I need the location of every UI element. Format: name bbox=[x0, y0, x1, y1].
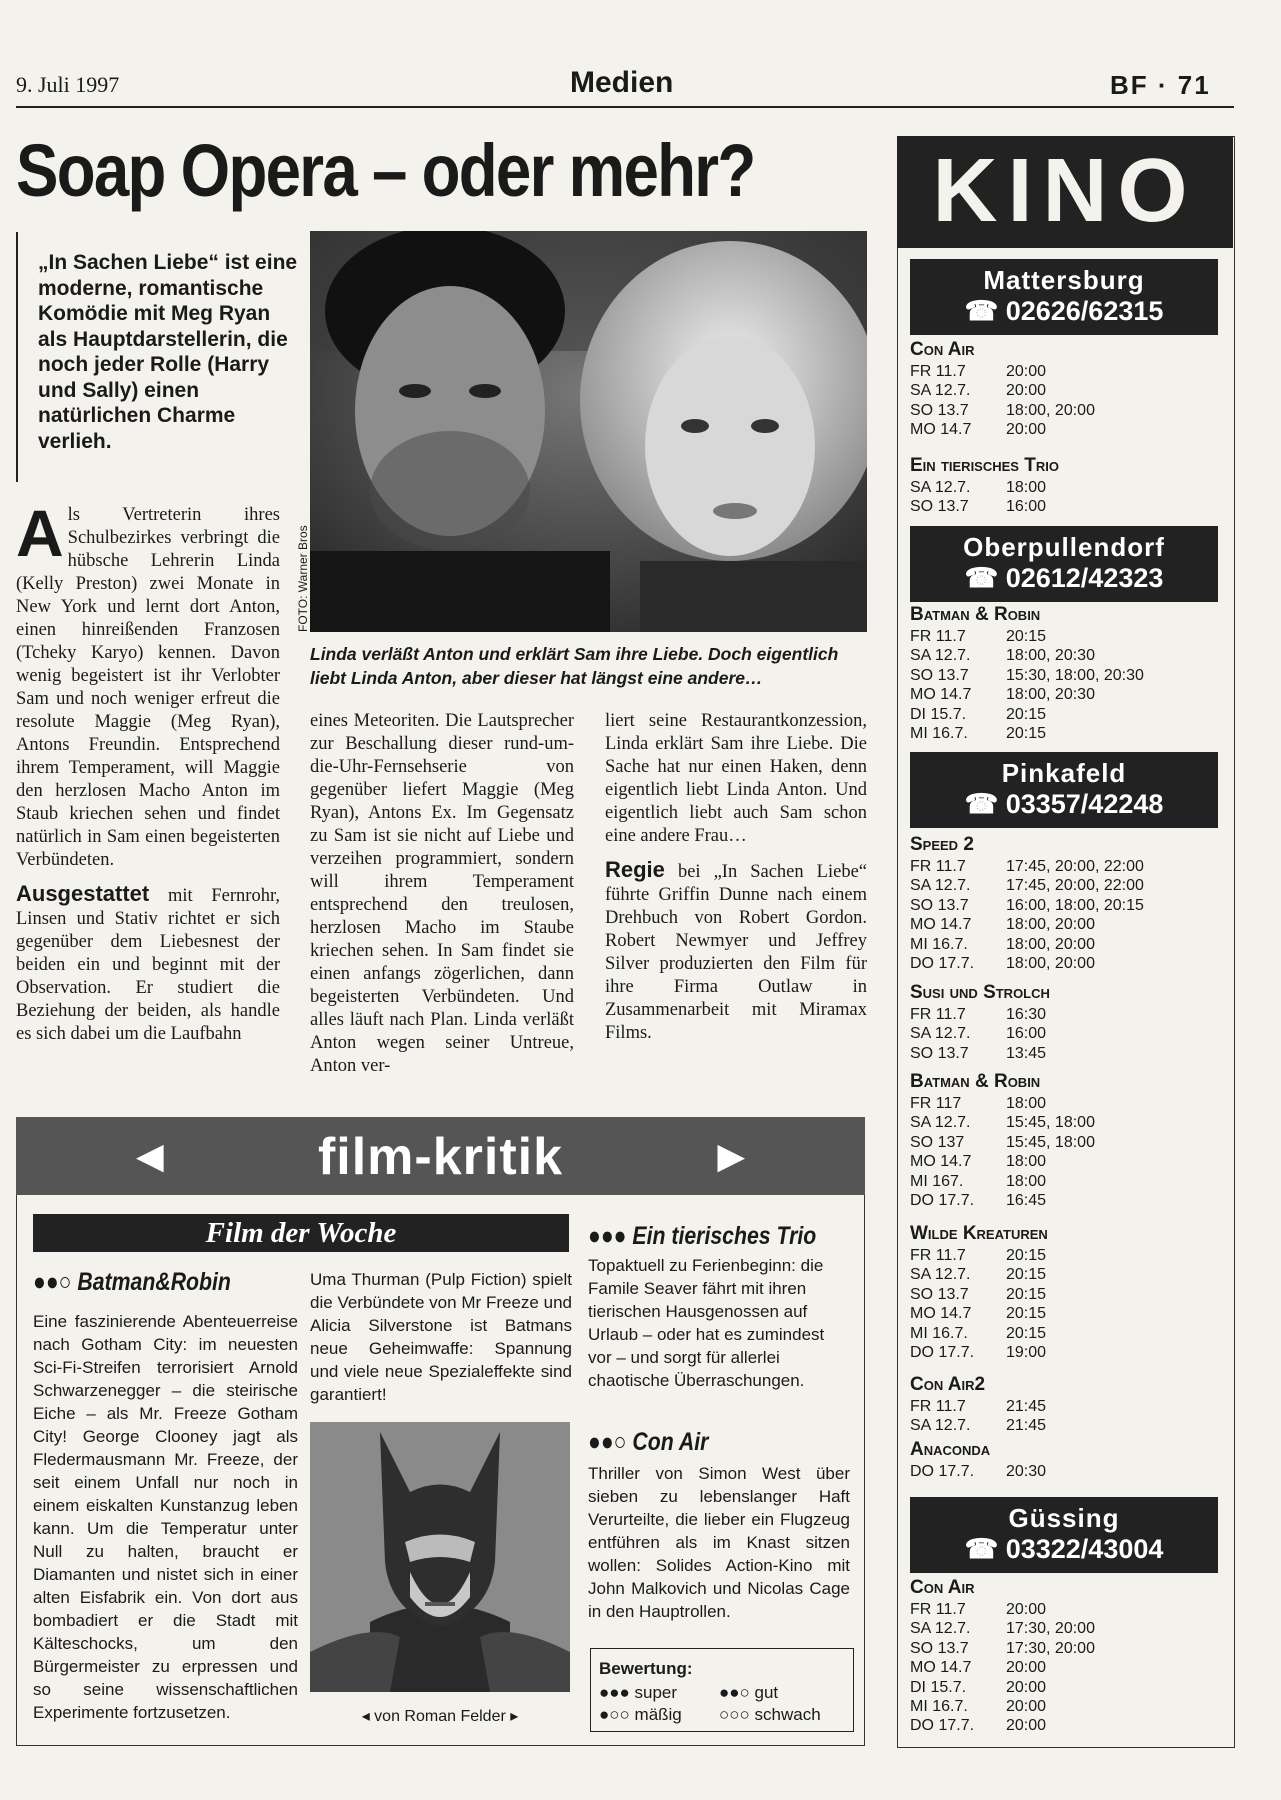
showtime-times: 20:15 bbox=[1006, 725, 1047, 742]
article-paragraph: ls Vertreterin ihres Schulbezirkes verbringt die hübsche Lehrerin Linda (Kelly Preston) zwei Monate in New York und lernt dort Anton, einen hinreißenden Franzosen (Tcheky Karyo) kennen. Davon wenig begeistert ist ihr Verlobter Sam und noch weniger erfreut die resolute Maggie (Meg Ryan), Antons Freundin. Entsprechend ihrem Temperament, will Maggie den herzlosen Macho Anton im Staub kriechen sehen und findet natürlich in Sam einen begeisterten Verbündeten. bbox=[16, 505, 280, 870]
showtime-day: SA 12.7. bbox=[910, 1620, 971, 1638]
film-kritik-title: film-kritik bbox=[317, 1128, 564, 1186]
showtime-day: SO 13.7 bbox=[910, 1639, 969, 1657]
showtime-day: DO 17.7. bbox=[910, 1344, 975, 1361]
showtime-times: 20:00 bbox=[1006, 1698, 1047, 1715]
rating-legend-item: ●●○ gut bbox=[719, 1683, 779, 1702]
cinema-header bbox=[910, 1497, 1218, 1573]
showtime-times: 20:15 bbox=[1006, 1324, 1047, 1342]
cinema-phone: ☎ 02612/42323 bbox=[964, 563, 1164, 593]
movie-title: Con Air2 bbox=[910, 1374, 986, 1395]
showtime-times: 21:45 bbox=[1006, 1417, 1047, 1435]
rating-dots: ●●○ bbox=[33, 1268, 72, 1296]
rating-legend-item: ●●● super bbox=[599, 1683, 678, 1702]
showtime-day: MI 16.7. bbox=[910, 725, 968, 742]
showtime-times: 15:45, 18:00 bbox=[1006, 1133, 1095, 1151]
showtime-row bbox=[910, 498, 1046, 516]
review-author: ◂ von Roman Felder ▸ bbox=[361, 1708, 519, 1725]
showtime-times: 20:00 bbox=[1006, 1659, 1047, 1677]
film-der-woche-label: Film der Woche bbox=[205, 1217, 397, 1249]
showtime-day: DI 15.7. bbox=[910, 1678, 967, 1696]
showtime-day: FR 11.7 bbox=[910, 1247, 966, 1264]
showtime-times: 15:30, 18:00, 20:30 bbox=[1006, 666, 1144, 684]
showtime-row bbox=[910, 1006, 1046, 1024]
article-lead: „In Sachen Liebe“ ist eine moderne, romantische Komödie mit Meg Ryan als Hauptdarstellerin, die noch jeder Rolle (Harry und Sally) einen natürlichen Charme verlieh. bbox=[38, 251, 298, 453]
review-text: Uma Thurman (Pulp Fiction) spielt die Verbündete von Mr Freeze und Alicia Silverstone ist Batmans neue Geheimwaffe: Spannung und viele neue Spezialeffekte sind garantiert! bbox=[310, 1270, 572, 1404]
showtime-times: 18:00 bbox=[1006, 1095, 1047, 1112]
drop-cap: A bbox=[16, 496, 64, 570]
showtime-day: FR 11.7 bbox=[910, 1601, 966, 1618]
movie-title: Con Air bbox=[910, 339, 975, 360]
movie-title: Batman & Robin bbox=[910, 604, 1041, 625]
showtime-row bbox=[910, 1698, 1046, 1716]
article-paragraph: bei „In Sachen Liebe“ führte Griffin Dunne nach einem Drehbuch von Robert Gordon. Robert Newmyer und Jeffrey Silver produzierten den Film für ihre Firma Outlaw in Zusammenarbeit mit Miramax Films. bbox=[605, 862, 867, 1043]
showtime-row bbox=[910, 1640, 1095, 1658]
rating-legend-item: ●○○ mäßig bbox=[599, 1705, 682, 1724]
showtime-row bbox=[910, 1247, 1046, 1265]
movie-title: Susi und Strolch bbox=[910, 982, 1050, 1003]
showtime-day: SO 13.7 bbox=[910, 498, 969, 516]
showtime-times: 18:00, 20:00 bbox=[1006, 955, 1095, 972]
showtime-row bbox=[910, 1620, 1095, 1638]
showtime-day: DO 17.7. bbox=[910, 1463, 975, 1480]
cinema-phone: ☎ 03357/42248 bbox=[964, 789, 1164, 819]
showtime-row bbox=[910, 667, 1144, 685]
photo-credit: FOTO: Warner Bros bbox=[296, 525, 310, 632]
review-title-text: Con Air bbox=[632, 1428, 709, 1456]
showtime-times: 21:45 bbox=[1006, 1398, 1047, 1415]
showtime-row bbox=[910, 647, 1095, 665]
showtime-times: 18:00 bbox=[1006, 479, 1047, 496]
showtime-row bbox=[910, 402, 1095, 420]
showtime-day: SA 12.7. bbox=[910, 647, 971, 665]
showtime-times: 20:00 bbox=[1006, 363, 1047, 380]
showtime-times: 20:00 bbox=[1006, 1717, 1047, 1735]
movie-title: Anaconda bbox=[910, 1439, 991, 1460]
review-title bbox=[588, 1428, 708, 1457]
showtime-day: FR 11.7 bbox=[910, 363, 966, 380]
rating-dots: ●●● bbox=[588, 1222, 627, 1250]
kino-title: KINO bbox=[932, 141, 1198, 241]
showtime-row bbox=[910, 1266, 1046, 1284]
photo-caption: Linda verläßt Anton und erklärt Sam ihre Liebe. Doch eigentlich liebt Linda Anton, aber dieser hat längst eine andere… bbox=[310, 644, 839, 688]
rating-legend-item: ○○○ schwach bbox=[719, 1705, 821, 1724]
showtime-row bbox=[910, 1679, 1046, 1697]
review-text: Topaktuell zu Ferienbeginn: die Famile Seaver fährt mit ihren tierischen Hausgenossen auf Urlaub – oder hat es zumindest vor – und sorgt für allerlei chaotische Überraschungen. bbox=[588, 1256, 825, 1390]
showtime-row bbox=[910, 877, 1144, 895]
showtime-day: SO 13.7 bbox=[910, 896, 969, 914]
review-title-text: Batman&Robin bbox=[77, 1268, 231, 1296]
review-text: Thriller von Simon West über sieben zu lebenslanger Haft Verurteilte, die lieber ein Flugzeug entführen als im Knast sitzen wollen: Solides Action-Kino mit John Malkovich und Nicolas Cage in den Hauptrollen. bbox=[588, 1464, 850, 1621]
showtime-times: 17:30, 20:00 bbox=[1006, 1620, 1095, 1638]
showtime-times: 20:15 bbox=[1006, 1266, 1047, 1284]
rating-legend-title: Bewertung: bbox=[599, 1659, 693, 1678]
showtime-times: 18:00, 20:00 bbox=[1006, 935, 1095, 953]
showtime-times: 16:00 bbox=[1006, 498, 1047, 516]
section-title: Medien bbox=[570, 66, 674, 99]
showtime-day: SA 12.7. bbox=[910, 1266, 971, 1284]
showtime-day: MO 14.7 bbox=[910, 686, 972, 704]
showtime-row bbox=[910, 897, 1144, 915]
showtime-times: 17:30, 20:00 bbox=[1006, 1639, 1095, 1657]
showtime-row bbox=[910, 1192, 1046, 1210]
showtime-day: MI 16.7. bbox=[910, 1324, 968, 1342]
article-paragraph: liert seine Restaurantkonzession, Linda erklärt Sam ihre Liebe. Die Sache hat nur einen Haken, denn eigentlich liebt Linda Anton. Und eigentlich liebt auch Sam schon eine andere Frau… bbox=[605, 711, 867, 846]
cinema-town: Oberpullendorf bbox=[963, 532, 1165, 562]
cinema-phone: ☎ 03322/43004 bbox=[964, 1534, 1164, 1564]
showtime-day: MO 14.7 bbox=[910, 1659, 972, 1677]
showtime-day: DO 17.7. bbox=[910, 1717, 975, 1735]
showtime-times: 20:00 bbox=[1006, 1678, 1047, 1696]
showtime-day: MO 14.7 bbox=[910, 916, 972, 934]
showtime-day: MO 14.7 bbox=[910, 1153, 972, 1171]
showtime-times: 18:00 bbox=[1006, 1153, 1047, 1171]
showtime-times: 17:45, 20:00, 22:00 bbox=[1006, 877, 1144, 895]
subhead: Regie bbox=[605, 857, 665, 882]
showtime-row bbox=[910, 916, 1095, 934]
showtime-row bbox=[910, 706, 1046, 724]
showtime-times: 20:00 bbox=[1006, 1601, 1047, 1618]
showtime-row bbox=[910, 936, 1095, 954]
showtime-times: 20:15 bbox=[1006, 628, 1047, 645]
article-column-1 bbox=[16, 496, 280, 1046]
showtime-row bbox=[910, 955, 1095, 973]
showtime-day: MO 14.7 bbox=[910, 421, 972, 439]
showtime-times: 16:00, 18:00, 20:15 bbox=[1006, 896, 1144, 914]
arrow-left-icon: ◀ bbox=[136, 1136, 164, 1176]
movie-title: Ein tierisches Trio bbox=[910, 455, 1059, 476]
showtime-day: FR 11.7 bbox=[910, 1398, 966, 1415]
review-title bbox=[33, 1268, 231, 1297]
cinema-town: Güssing bbox=[1008, 1503, 1120, 1533]
page-number: BF · 71 bbox=[1110, 70, 1211, 100]
showtime-row bbox=[910, 1325, 1046, 1343]
article-photo bbox=[310, 231, 867, 632]
cinema-phone: ☎ 02626/62315 bbox=[964, 296, 1164, 326]
showtime-row bbox=[910, 1344, 1046, 1362]
showtime-day: MI 16.7. bbox=[910, 1698, 968, 1715]
showtime-times: 20:15 bbox=[1006, 1247, 1047, 1264]
subhead: Ausgestattet bbox=[16, 881, 150, 906]
showtime-row bbox=[910, 421, 1046, 439]
showtime-day: FR 11.7 bbox=[910, 1006, 966, 1023]
showtime-day: SA 12.7. bbox=[910, 479, 971, 496]
showtime-row bbox=[910, 1025, 1046, 1043]
showtime-day: SO 13.7 bbox=[910, 1285, 969, 1303]
showtime-times: 20:00 bbox=[1006, 382, 1047, 400]
showtime-row bbox=[910, 1114, 1095, 1132]
showtime-row bbox=[910, 479, 1046, 497]
showtime-times: 18:00 bbox=[1006, 1172, 1047, 1190]
article-column-3 bbox=[605, 710, 867, 1045]
showtime-times: 16:30 bbox=[1006, 1006, 1047, 1023]
showtime-day: MO 14.7 bbox=[910, 1305, 972, 1323]
showtime-day: MI 167. bbox=[910, 1172, 964, 1190]
review-title bbox=[588, 1222, 816, 1251]
showtime-row bbox=[910, 858, 1144, 876]
rating-dots: ●●○ bbox=[588, 1428, 627, 1456]
showtime-day: DI 15.7. bbox=[910, 705, 967, 723]
film-kritik-banner bbox=[16, 1117, 865, 1195]
showtime-row bbox=[910, 1417, 1046, 1435]
showtime-times: 20:15 bbox=[1006, 1305, 1047, 1323]
showtime-row bbox=[910, 725, 1046, 743]
issue-date: 9. Juli 1997 bbox=[16, 72, 120, 97]
showtime-times: 18:00, 20:30 bbox=[1006, 686, 1095, 704]
showtime-times: 18:00, 20:00 bbox=[1006, 401, 1095, 419]
showtime-day: SA 12.7. bbox=[910, 1025, 971, 1043]
showtime-day: SO 13.7 bbox=[910, 1044, 969, 1062]
showtime-times: 18:00, 20:30 bbox=[1006, 647, 1095, 665]
showtime-times: 20:30 bbox=[1006, 1463, 1047, 1480]
review-title-text: Ein tierisches Trio bbox=[632, 1222, 817, 1250]
batman-photo bbox=[310, 1422, 570, 1692]
article-paragraph: mit Fernrohr, Linsen und Stativ richtet er sich gegenüber dem Liebesnest der beiden ein und beginnt mit der Observation. Er studiert die Beziehung der beiden, als handle es sich dabei um die Laufbahn bbox=[16, 886, 280, 1044]
cinema-header bbox=[910, 526, 1218, 602]
showtime-row bbox=[910, 1305, 1046, 1323]
showtime-times: 15:45, 18:00 bbox=[1006, 1114, 1095, 1132]
showtime-row bbox=[910, 363, 1046, 381]
showtime-day: SA 12.7. bbox=[910, 877, 971, 895]
showtime-day: FR 11.7 bbox=[910, 628, 966, 645]
showtime-row bbox=[910, 1095, 1046, 1113]
showtime-times: 20:15 bbox=[1006, 705, 1047, 723]
showtime-row bbox=[910, 1134, 1095, 1152]
movie-title: Batman & Robin bbox=[910, 1071, 1041, 1092]
lead-rule bbox=[16, 232, 18, 482]
cinema-header bbox=[910, 752, 1218, 828]
showtime-row bbox=[910, 686, 1095, 704]
showtime-day: MI 16.7. bbox=[910, 935, 968, 953]
cinema-town: Mattersburg bbox=[983, 265, 1145, 295]
showtime-times: 19:00 bbox=[1006, 1344, 1047, 1361]
showtime-day: SA 12.7. bbox=[910, 1114, 971, 1132]
showtime-times: 20:15 bbox=[1006, 1285, 1047, 1303]
showtime-day: SA 12.7. bbox=[910, 382, 971, 400]
cinema-town: Pinkafeld bbox=[1001, 758, 1127, 788]
movie-title: Con Air bbox=[910, 1577, 975, 1598]
showtime-row bbox=[910, 1173, 1046, 1191]
article-paragraph: eines Meteoriten. Die Lautsprecher zur Beschallung dieser rund-um-die-Uhr-Fernsehserie von gegenüber liefert Maggie (Meg Ryan), Antons Ex. Im Gegensatz zu Sam ist sie nicht auf Liebe und verzeihen programmiert, sondern will ihrem Temperament entsprechend den treulosen, herzlosen Macho im Staube kriechen sehen. In Sam findet sie einen anfangs zögerlichen, dann begeisterten Verbündeten. Und alles läuft nach Plan. Linda verläßt Anton wegen seiner Untreue, Anton ver- bbox=[310, 711, 574, 1076]
showtime-row bbox=[910, 1601, 1046, 1619]
review-text: Eine faszinierende Abenteuerreise nach Gotham City: im neuesten Sci-Fi-Streifen terrorisiert Arnold Schwarzenegger – die steirische Eiche – als Mr. Freeze Gotham City! George Clooney jagt als Fledermausmann Mr. Freeze, der seit einem Unfall nur noch in einem eiskalten Kunstanzug leben kann. Um die Temperatur unter Null zu halten, braucht er Diamanten und nistet sich in einer alten Eisfabrik ein. Von dort aus bombadiert er die Stadt mit Kälteschocks, um den Bürgermeister zu erpressen und so seine wissenschaftlichen Experimente fortzusetzen. bbox=[33, 1312, 298, 1722]
showtime-row bbox=[910, 1659, 1046, 1677]
showtime-day: SO 137 bbox=[910, 1133, 965, 1151]
header-rule bbox=[16, 106, 1234, 108]
showtime-row bbox=[910, 1717, 1046, 1735]
showtime-row bbox=[910, 1398, 1046, 1416]
movie-title: Wilde Kreaturen bbox=[910, 1223, 1048, 1244]
showtime-row bbox=[910, 1045, 1046, 1063]
showtime-times: 18:00, 20:00 bbox=[1006, 916, 1095, 934]
arrow-right-icon: ▶ bbox=[717, 1136, 745, 1176]
showtime-times: 13:45 bbox=[1006, 1044, 1047, 1062]
showtime-row bbox=[910, 382, 1046, 400]
showtime-row bbox=[910, 628, 1046, 646]
article-column-2 bbox=[310, 710, 574, 1078]
showtime-times: 20:00 bbox=[1006, 421, 1047, 439]
showtime-day: FR 11.7 bbox=[910, 858, 966, 875]
film-der-woche-bar bbox=[33, 1214, 569, 1252]
showtime-day: DO 17.7. bbox=[910, 955, 975, 972]
showtime-day: FR 117 bbox=[910, 1095, 962, 1112]
showtime-times: 16:45 bbox=[1006, 1192, 1047, 1209]
showtime-row bbox=[910, 1153, 1046, 1171]
showtime-day: SO 13.7 bbox=[910, 401, 969, 419]
rating-legend bbox=[590, 1648, 854, 1732]
showtime-times: 16:00 bbox=[1006, 1025, 1047, 1043]
showtime-day: SA 12.7. bbox=[910, 1417, 971, 1435]
showtime-day: SO 13.7 bbox=[910, 666, 969, 684]
cinema-header bbox=[910, 259, 1218, 335]
movie-title: Speed 2 bbox=[910, 834, 974, 855]
showtime-day: DO 17.7. bbox=[910, 1192, 975, 1209]
article-headline: Soap Opera – oder mehr? bbox=[16, 129, 755, 212]
showtime-row bbox=[910, 1463, 1046, 1481]
showtime-times: 17:45, 20:00, 22:00 bbox=[1006, 858, 1144, 875]
showtime-row bbox=[910, 1286, 1046, 1304]
